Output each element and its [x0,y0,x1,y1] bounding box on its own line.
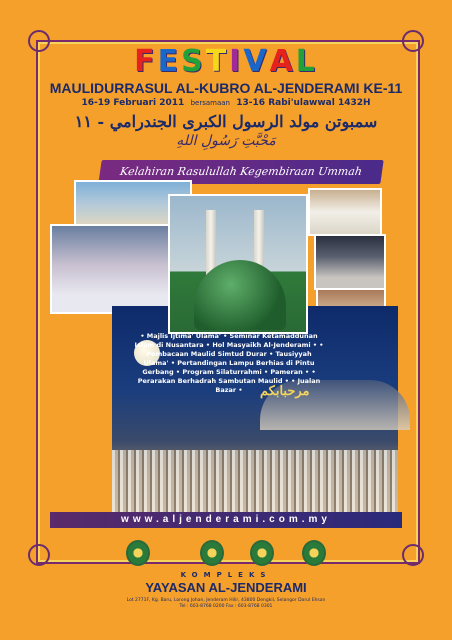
kompleks-label: KOMPLEKS [180,571,272,579]
festival-letter: F [134,44,158,79]
activities-list: • Majlis Ijtima' Ulama' • Seminar Ketamaddunan Islam di Nusantara • Hol Masyaikh Al-Jenderami • • Pembacaan Maulid Simtud Durar • Tausiyyah Ulama' • Pertandingan Lampu Berhias di Pintu Gerbang • Program Silaturrahmi • Pameran • • Perarakan Berhadrah Sambutan Maulid • • Jualan Bazar • [134,332,324,394]
dates-hijri: 13-16 Rabi'ulawwal 1432H [236,98,371,108]
festival-letter: E [157,44,182,79]
festival-letter: L [295,44,318,79]
organizer-address [30,598,422,610]
organizer-name: YAYASAN AL-JENDERAMI [145,580,307,595]
festival-letter: T [205,44,230,79]
dates-connector: bersamaan [190,99,230,107]
festival-letter: I [229,44,244,79]
event-dates [40,98,412,108]
arabic-welcome: مرحبابكم [260,384,310,399]
festival-heading [0,44,452,79]
festival-letter: S [181,44,206,79]
organizer-logo-2-icon [200,540,224,566]
organizer-logo-4-icon [302,540,326,566]
organizer-logo-1-icon [126,540,150,566]
photo-green-dome [168,194,308,334]
website-link[interactable]: www.aljenderami.com.my [50,512,402,528]
festival-letter: A [269,44,296,79]
arabic-title: سمبوتن مولد الرسول الكبرى الجندرامي - ١١ [74,112,378,131]
organizer-logos [0,540,452,564]
photo-crowd-flags [50,224,170,314]
arabic-subtitle: مَحْبَّتِ رَسُولِ اللهِ [176,133,276,149]
tagline-banner: Kelahiran Rasulullah Kegembiraan Ummah [98,160,383,184]
address-line: Lot 2771F, Kg. Baru, Lorong Johan, Jenderam Hilir, 43800 Dengkil, Selangor Darul Ehsan [126,598,326,603]
photo-evening-crowd [314,234,386,290]
festival-letter: V [243,44,270,79]
organizer-logo-3-icon [250,540,274,566]
crowd-congregation [112,450,398,514]
event-title: MAULIDURRASUL AL-KUBRO AL-JENDERAMI KE-11 [49,80,403,96]
dates-gregorian: 16-19 Februari 2011 [81,98,185,108]
phone-line: Tel : 603-8768 0200 Fax : 603-8768 0301 [179,604,273,609]
photo-gathering-hall [308,188,382,236]
